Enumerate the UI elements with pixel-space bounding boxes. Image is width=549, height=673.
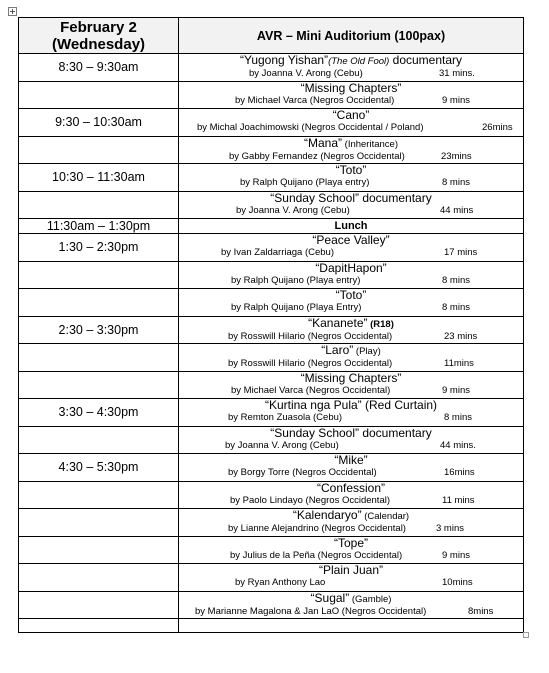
film-title-line — [179, 344, 523, 358]
film-director: by Lianne Alejandrino (Negros Occidental) — [228, 523, 406, 534]
film-cell — [179, 426, 524, 454]
time-slot — [19, 261, 179, 289]
film-credit-line — [179, 302, 523, 314]
film-cell — [179, 191, 524, 219]
film-duration: 9 mins — [442, 549, 470, 561]
table-row — [19, 481, 524, 509]
film-cell — [179, 261, 524, 289]
film-title: “Missing Chapters” — [300, 81, 402, 95]
film-cell — [179, 536, 524, 564]
film-english-title: (The Old Fool) — [328, 56, 390, 67]
film-title-line — [179, 234, 523, 247]
film-director: by Michael Varca (Negros Occidental) — [231, 384, 391, 396]
film-duration: 9 mins — [442, 94, 470, 106]
table-row — [19, 536, 524, 564]
table-row — [19, 81, 524, 109]
schedule-body — [19, 54, 524, 633]
time-slot — [19, 426, 179, 454]
film-cell — [179, 316, 524, 344]
film-credit-line — [179, 68, 523, 80]
film-director: by Michal Joachimowski (Negros Occidental / Poland) — [197, 122, 424, 133]
film-cell — [179, 399, 524, 427]
film-director: by Ralph Quijano (Playa entry) — [231, 274, 361, 286]
film-duration: 8mins — [468, 605, 494, 617]
film-title: “Mana” — [304, 136, 343, 150]
lunch-label: Lunch — [179, 219, 524, 234]
film-title-line — [179, 454, 523, 467]
film-credit-line — [179, 151, 523, 163]
table-row — [19, 234, 524, 262]
time-slot — [19, 481, 179, 509]
film-duration: 44 mins. — [440, 439, 476, 451]
film-title: “Toto” — [335, 163, 367, 177]
film-duration: 23 mins — [444, 330, 478, 342]
film-suffix: documentary — [389, 53, 463, 67]
table-move-handle-icon[interactable] — [8, 7, 17, 16]
film-credit-line — [179, 440, 523, 452]
film-title-line — [179, 137, 523, 151]
film-duration: 16mins — [444, 467, 475, 478]
table-row — [19, 164, 524, 192]
table-row — [19, 591, 524, 619]
film-title-line — [179, 192, 523, 205]
film-cell — [179, 564, 524, 592]
film-cell — [179, 344, 524, 372]
film-cell — [179, 109, 524, 137]
film-duration: 44 mins — [440, 204, 474, 216]
time-slot: 3:30 – 4:30pm — [19, 399, 179, 427]
time-slot — [19, 509, 179, 537]
lunch-time: 11:30am – 1:30pm — [19, 219, 179, 234]
film-title-line — [179, 54, 523, 68]
film-director: by Joanna V. Arong (Cebu) — [236, 204, 350, 216]
film-duration: 10mins — [442, 577, 473, 588]
film-title: “Confession” — [316, 481, 386, 495]
film-title-line — [179, 262, 523, 275]
time-slot — [19, 136, 179, 164]
film-credit-line — [179, 550, 523, 562]
table-row — [19, 564, 524, 592]
date-line1: February 2 — [60, 18, 137, 36]
film-duration: 8 mins — [444, 412, 472, 423]
film-director: by Paolo Lindayo (Negros Occidental) — [230, 494, 391, 506]
film-cell — [179, 371, 524, 399]
film-title: “Kalendaryo” — [292, 508, 362, 522]
film-duration: 8 mins — [442, 302, 470, 313]
film-credit-line — [179, 331, 523, 343]
film-director: by Borgy Torre (Negros Occidental) — [228, 467, 377, 478]
film-director: by Joanna V. Arong (Cebu) — [249, 68, 363, 79]
film-director: by Rosswill Hilario (Negros Occidental) — [228, 358, 393, 369]
film-duration: 9 mins — [442, 384, 470, 396]
film-title-line — [179, 509, 523, 523]
film-title-line — [179, 399, 523, 412]
film-credit-line — [179, 177, 523, 189]
table-row — [19, 316, 524, 344]
film-title: “Tope” — [333, 536, 368, 550]
film-cell — [179, 509, 524, 537]
film-director: by Gabby Fernandez (Negros Occidental) — [229, 150, 405, 162]
film-director: by Rosswill Hilario (Negros Occidental) — [228, 330, 393, 342]
film-director: by Ralph Quijano (Playa Entry) — [231, 302, 362, 313]
film-title-line — [179, 372, 523, 385]
film-duration: 11 mins — [442, 494, 475, 506]
time-slot — [19, 536, 179, 564]
date-line2: (Wednesday) — [51, 35, 146, 53]
film-title-line — [179, 164, 523, 177]
film-cell — [179, 454, 524, 482]
film-credit-line — [179, 606, 523, 618]
film-duration: 8 mins — [442, 274, 470, 286]
film-cell — [179, 136, 524, 164]
time-slot — [19, 344, 179, 372]
table-row — [19, 344, 524, 372]
schedule-table — [18, 17, 524, 633]
table-row — [19, 399, 524, 427]
table-row — [19, 54, 524, 82]
empty-cell — [19, 619, 179, 633]
film-title: “Kananete” — [308, 316, 368, 330]
table-row — [19, 136, 524, 164]
empty-cell — [179, 619, 524, 633]
film-title: “Sunday School” documentary — [270, 191, 432, 205]
film-title: “DapitHapon” — [315, 261, 387, 275]
film-duration: 17 mins — [444, 247, 478, 258]
table-row — [19, 426, 524, 454]
film-director: by Ralph Quijano (Playa entry) — [240, 177, 370, 188]
venue-header: AVR – Mini Auditorium (100pax) — [179, 18, 524, 54]
film-credit-line — [179, 577, 523, 589]
film-subtitle: (Calendar) — [361, 511, 410, 522]
film-title: “Kurtina nga Pula” (Red Curtain) — [264, 398, 438, 412]
film-cell — [179, 81, 524, 109]
film-title-line — [179, 482, 523, 495]
film-title: “Sugal” — [310, 591, 350, 605]
time-slot — [19, 191, 179, 219]
film-title: “Yugong Yishan” — [239, 53, 329, 67]
film-title: “Missing Chapters” — [300, 371, 402, 385]
film-subtitle: (Play) — [353, 346, 381, 357]
table-row — [19, 371, 524, 399]
film-title: “Peace Valley” — [312, 233, 390, 247]
film-title: “Toto” — [335, 288, 367, 302]
film-title-line — [179, 82, 523, 95]
film-cell — [179, 234, 524, 262]
time-slot — [19, 591, 179, 619]
film-credit-line — [179, 358, 523, 370]
film-director: by Ivan Zaldarriaga (Cebu) — [221, 247, 334, 258]
time-slot: 1:30 – 2:30pm — [19, 234, 179, 262]
film-duration: 31 mins. — [439, 68, 475, 79]
film-director: by Joanna V. Arong (Cebu) — [225, 439, 339, 451]
film-credit-line — [179, 467, 523, 479]
film-director: by Marianne Magalona & Jan LaO (Negros Occidental) — [195, 605, 427, 617]
film-credit-line — [179, 122, 523, 134]
film-rating: (R18) — [367, 318, 394, 330]
film-title: “Plain Juan” — [318, 563, 384, 577]
film-title-line — [179, 537, 523, 550]
film-cell — [179, 289, 524, 317]
table-row — [19, 509, 524, 537]
lunch-row — [19, 219, 524, 234]
time-slot — [19, 371, 179, 399]
film-director: by Michael Varca (Negros Occidental) — [235, 94, 395, 106]
time-slot: 9:30 – 10:30am — [19, 109, 179, 137]
film-credit-line — [179, 495, 523, 507]
film-duration: 23mins — [441, 150, 472, 162]
film-cell — [179, 54, 524, 82]
table-row — [19, 191, 524, 219]
film-title: “Cano” — [332, 108, 370, 122]
film-credit-line — [179, 95, 523, 107]
film-duration: 11mins — [444, 358, 474, 369]
film-title: “Sunday School” documentary — [270, 426, 432, 440]
film-title: “Mike” — [334, 453, 368, 467]
empty-row — [19, 619, 524, 633]
film-title: “Laro” — [321, 343, 354, 357]
film-duration: 3 mins — [436, 523, 464, 534]
film-credit-line — [179, 275, 523, 287]
time-slot — [19, 289, 179, 317]
table-row — [19, 109, 524, 137]
film-duration: 26mins — [482, 122, 513, 133]
film-credit-line — [179, 412, 523, 424]
header-row — [19, 18, 524, 54]
table-row — [19, 454, 524, 482]
film-subtitle: (Inheritance) — [342, 138, 398, 150]
film-title-line — [179, 427, 523, 440]
table-resize-handle-icon[interactable] — [523, 632, 529, 638]
film-duration: 8 mins — [442, 177, 470, 188]
film-cell — [179, 591, 524, 619]
film-subtitle: (Gamble) — [349, 593, 392, 605]
film-title-line — [179, 564, 523, 577]
film-cell — [179, 481, 524, 509]
time-slot — [19, 81, 179, 109]
time-slot: 4:30 – 5:30pm — [19, 454, 179, 482]
film-credit-line — [179, 385, 523, 397]
film-cell — [179, 164, 524, 192]
time-slot: 2:30 – 3:30pm — [19, 316, 179, 344]
film-title-line — [179, 289, 523, 302]
table-row — [19, 261, 524, 289]
film-title-line — [179, 317, 523, 331]
film-director: by Ryan Anthony Lao — [235, 577, 326, 588]
time-slot: 8:30 – 9:30am — [19, 54, 179, 82]
film-credit-line — [179, 247, 523, 259]
film-director: by Remton Zuasola (Cebu) — [228, 412, 343, 423]
film-credit-line — [179, 523, 523, 535]
film-director: by Julius de la Peña (Negros Occidental) — [230, 549, 403, 561]
film-title-line — [179, 109, 523, 122]
film-credit-line — [179, 205, 523, 217]
date-header — [19, 18, 179, 54]
time-slot: 10:30 – 11:30am — [19, 164, 179, 192]
film-title-line — [179, 592, 523, 606]
time-slot — [19, 564, 179, 592]
table-row — [19, 289, 524, 317]
